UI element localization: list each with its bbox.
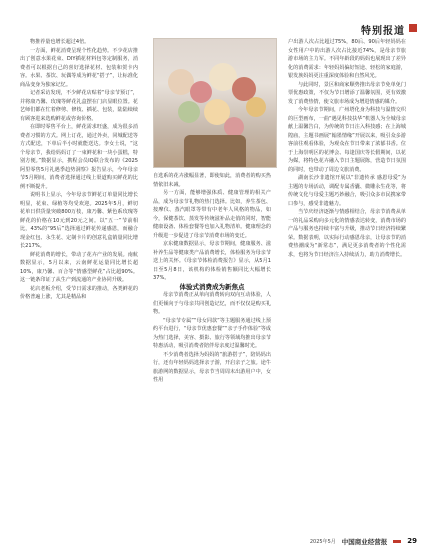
paragraph: 花店老板介绍，受节日需求的推动，各类鲜花的价格普遍上涨，尤其是精品和	[20, 285, 138, 300]
paragraph: 母亲节消费正从单向消费转向双向互动体验，人们更倾向于与母亲共同创造记忆，而不仅仅是购买礼物。	[153, 292, 271, 315]
paragraph: 自选系的花卉涨幅显著，即使如此，消费者的购买热情依旧未减。	[153, 173, 271, 188]
footer-accent-icon	[393, 540, 401, 543]
flower-icon	[178, 101, 200, 123]
paragraph: 不少消费者选择为妈妈的“旅游搭子”，陪妈妈出行，还有年轻妈妈选择亲子游，开启亲子之旅。途牛旅游网的数据显示，母亲节当周周末出游用户中，女性用	[153, 351, 271, 383]
flower-icon	[224, 117, 244, 137]
section-heading: 体验式消费成为新焦点	[179, 282, 245, 291]
column-3	[288, 38, 406, 259]
paragraph: 当节庆经济逐渐与情感相结合，母亲节消费从单一的礼品采购向多元化的情感表达转变，消费市场的产品与服务也持续丰富与升级，推动节日经济持续繁荣。数据表明，以实际行动感恩母亲，让母亲节的消费热潮成为“新常态”，满足更多消费者的个性化需求，也将为节日经济注入持续活力，助力消费增长。	[288, 209, 406, 258]
flower-icon	[246, 97, 266, 117]
paragraph: 今年母亲节期间，广州塔化身为科技与温情交织的巨型画布，一曲“遇见科技扶华”机器人为全城母亲献上温馨告白，为传统的节日注入科技感；在上海城隍庙，主题书画展“翰墨情缘”开展以来，吸引众多游客前往观看体验，为观众在节日带来了浓郁书香。位于上海崇明区的花博会、每逢国庆等长假期间，以花为媒，将特色花卉融入节日主题展陈，营造节日氛围的同时，也带动了周边文旅消费。	[288, 107, 406, 173]
paragraph: “母亲节专属”“母女同款”等主题服务通过线上预约平台进行，“母亲节优惠套餐”“亲子手作体验”等成为热门选择，美容、摄影、旅行等领域均推出母亲节特惠活动，吸引消费者陪伴母亲度过温馨时光。	[153, 317, 271, 349]
column-2	[153, 172, 271, 524]
top-bar	[0, 0, 427, 14]
paragraph: 户出游人次占比超过75%，80后、90后年轻妈妈在女性用户中的出游人次占比接近74%，是母亲节旅游市场的主力军。不同年龄段的妈妈也展现出了差异化的消费需求：年轻妈妈偏好短途、轻松的家庭游，银发族妈妈更注重深度体验和自然风光。	[288, 39, 406, 79]
vase-icon	[184, 135, 246, 167]
paragraph: 记者采访发现，不少鲜花店贴着“母亲节预订”，并将康乃馨、玫瑰等鲜花礼盒摆在门店显眼位置。花艺师们都在忙着修剪、修枝、插花、包装，陆陆续续有顾客进来选购鲜花或咨询价格。	[20, 90, 138, 122]
publication-name: 中国商业经营报	[341, 537, 388, 546]
paragraph: 湖南长沙非遗馆开展以“非遗传承 感恩母爱”为主题的专场活动，调配专属香囊、微雕永生花等，将传统文化与母爱主题巧妙融合，吸引众多市民携家带口参与，感受非遗魅力。	[288, 175, 406, 207]
paragraph: 鲜花消费的增长，带动了花卉产业的发展。南航数据显示，5月以来，云南鲜花运量同比增长超10%，康乃馨、百合等“情感型鲜花”占比超90%。这一链条印证了从生产到流通的产业协同升级。	[20, 251, 138, 283]
paragraph: 京东健康数据显示，母亲节期间，健康服务、滋补养生品等健康类产品消费增长，体检服务为母亲节送上的关怀。《母亲节体检消费报告》显示，从5月1日至5月8日，该机构的体检销售额同比大幅增长37%。	[153, 241, 271, 281]
flower-icon	[190, 81, 212, 103]
paragraph: 说明书上显示，今年母亲节鲜花订单量同比增长明显，花束、绿植等均受欢迎。2025年5月，鲜切花单日供货量突破800万枝，康乃馨、紫色系玫瑰等鲜花的价格在10元到20元之间。以“五一”节前相比，43%的“95后”选择通过鲜花传递感恩，而融合现金红包、永生花、定制卡片的创意礼盒销量同比增长217%。	[20, 192, 138, 249]
paragraph: 在即时零售平台上，鲜花需求旺盛，成为很多消费者习惯的方式。网上订花，通过外卖，同城配送等方式配送，下单后半小时就能送达。李女士说，“这个母亲节，我给妈妈订了一束鲜花和一块小蛋糕，特别方便。”数据显示，携程会员IQ联合发布的《2025阿里零售5月礼遇季趋势洞察》报告显示，今年母亲节5月期间，消费者选择通过线上渠道购买鲜花的比例不断提升。	[20, 124, 138, 190]
paragraph: 一方面，鲜花消费呈现个性化趋势。不少花店推出了创意水果花束、DIY插花材料包等定制服务，消费者可以根据自己的喜好选择花材、包装和贺卡内容。水果、茶饮、玩偶等成为鲜花“搭子”，让标准化商品变身为独家记忆。	[20, 47, 138, 88]
page-footer	[310, 536, 417, 546]
paragraph: 另一方面，能够增强体质、健康管理的相关产品，成为母亲节礼物的热门选择。比如，养生茶包、按摩仪、蒸汽眼罩等带有中老年人风格的物品，如今，保健茶饮、蒸发等传统滋补品走俏的同时，智能健康设备、体检套餐等也加入礼物清单。健康理念的升级进一步促进了母亲节消费市场的变迁。	[153, 190, 271, 239]
issue-date: 2025年5月	[309, 538, 336, 545]
paragraph: 物推荐量也增长超过4倍。	[30, 39, 90, 45]
page-number: 29	[407, 537, 417, 545]
flower-bouquet-photo	[153, 38, 277, 168]
section-mark-icon	[409, 24, 417, 32]
section-label: 特别报道	[361, 26, 405, 37]
column-1	[20, 38, 138, 302]
paragraph: 与此同时，景区和商家顺势推出母亲节免单免门票优惠政策，不仅为节日增添了温馨氛围，更有效激发了消费热情，使文旅市场成为增进情感的媒介。	[288, 81, 406, 105]
